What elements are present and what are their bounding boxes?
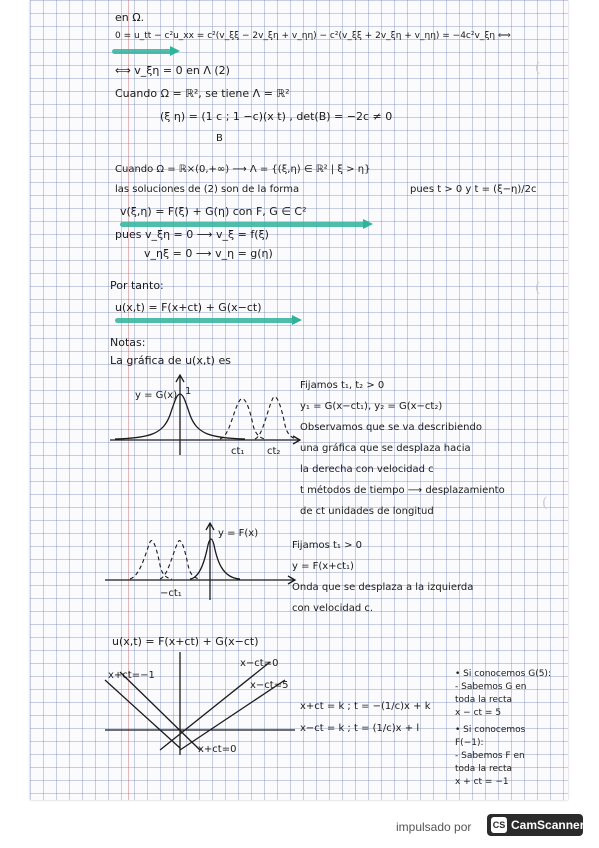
note-know-f: • Si conocemos [455,725,526,735]
line-since-vxi: pues v_ξη = 0 ⟶ v_ξ = f(ξ) [115,228,269,241]
equation-vxieta-zero: ⟺ v_ξη = 0 en Λ (2) [115,64,230,77]
graph1-ylabel: y = G(x) [135,390,178,401]
curve-g-shift-2 [255,397,297,439]
equation-general-solution-v: v(ξ,η) = F(ξ) + G(η) con F, G ∈ C² [120,205,307,218]
line-en-omega: en Ω. [115,11,145,24]
line-case-r2: Cuando Ω = ℝ², se tiene Λ = ℝ² [115,87,290,100]
note-know-g-4: x − ct = 5 [455,708,502,718]
matrix-label-b: B [216,133,223,144]
line-case-half-plane: Cuando Ω = ℝ×(0,+∞) ⟶ Λ = {(ξ,η) ∈ ℝ² | ξ > η} [115,164,371,175]
label-x-minus-ct-0: x−ct=0 [240,658,279,669]
graph-traveling-wave-right [105,370,305,460]
note-know-f-3: - Sabemos F en [455,751,525,761]
margin-mark: ( [535,280,541,296]
camscanner-brand: CamScanner [511,818,585,832]
line-level-set-plus: x+ct = k ; t = −(1/c)x + k [300,701,431,712]
line-graph-moves: una gráfica que se desplaza hacia [300,443,471,454]
curve-g-shift-1 [220,399,265,439]
line-right-velocity: la derecha con velocidad c [300,464,434,475]
line-level-set-minus: x−ct = k ; t = (1/c)x + l [300,723,420,734]
curve-f [190,539,240,579]
line-with-velocity: con velocidad c. [292,603,374,614]
highlight-arrow-head [170,46,180,56]
line-y1-y2: y₁ = G(x−ct₁), y₂ = G(x−ct₂) [300,401,443,412]
footer-powered-by: impulsado por [396,820,472,834]
highlight-arrow [115,318,295,323]
graph1-mark: 1 [185,386,192,397]
scanned-notebook-page [30,0,568,800]
line-veta: v_ηξ = 0 ⟶ v_η = g(η) [144,247,273,260]
note-know-f-4: toda la recta [455,764,513,774]
line-since-t-positive: pues t > 0 y t = (ξ−η)/2c [410,184,537,195]
note-know-g-3: toda la recta [455,695,513,705]
graph-traveling-wave-left [100,520,300,605]
note-know-g-2: - Sabemos G en [455,682,527,692]
graph2-ylabel: y = F(x) [218,528,259,539]
line-x-plus-ct-minus1 [105,680,180,748]
line-x-plus-ct-0 [120,672,200,750]
line-graph-intro: La gráfica de u(x,t) es [110,354,231,367]
label-x-minus-ct-5: x−ct=5 [250,680,289,691]
diagram-characteristic-lines [100,650,300,760]
curve-f-shift-2 [160,541,200,579]
line-fix-t1-t2: Fijamos t₁, t₂ > 0 [300,380,385,391]
highlight-arrow-head [363,219,373,229]
label-x-plus-ct-minus1: x+ct=−1 [108,670,155,681]
line-x-minus-ct-0 [160,662,270,750]
highlight-arrow [120,222,365,227]
label-x-plus-ct-0: x+ct=0 [198,744,237,755]
note-know-g: • Si conocemos G(5): [455,669,551,679]
margin-mark: ( [542,495,548,511]
graph1-ct2-label: ct₂ [267,446,281,457]
note-know-f-2: F(−1): [455,738,484,748]
equation-dalembert: u(x,t) = F(x+ct) + G(x−ct) [115,301,262,314]
highlight-arrow [112,49,172,54]
equation-wave-transform: 0 = u_tt − c²u_xx = c²(v_ξξ − 2v_ξη + v_ηη) − c²(v_ξξ + 2v_ξη + v_ηη) = −4c²v_ξη ⟺ [115,31,511,41]
line-solutions-form: las soluciones de (2) son de la forma [115,184,300,195]
margin-mark: ( [535,60,541,76]
graph2-ct1-label: −ct₁ [160,588,182,599]
camscanner-badge [487,814,583,836]
heading-notes: Notas: [110,336,146,349]
highlight-arrow-head [292,315,302,325]
matrix-change-of-variables: (ξ η) = (1 c ; 1 −c)(x t) , det(B) = −2c ≠ 0 [160,110,393,123]
line-ct-units: de ct unidades de longitud [300,506,434,517]
note-know-f-5: x + ct = −1 [455,777,509,787]
equation-dalembert-repeat: u(x,t) = F(x+ct) + G(x−ct) [112,635,259,648]
line-fix-t1: Fijamos t₁ > 0 [292,540,362,551]
line-y-f: y = F(x+ct₁) [292,561,354,572]
graph1-ct1-label: ct₁ [231,446,245,457]
line-time-displacement: t métodos de tiempo ⟶ desplazamiento [300,485,505,496]
camscanner-logo-icon: CS [491,817,507,833]
line-observe: Observamos que se va describiendo [300,422,482,433]
line-wave-left: Onda que se desplaza a la izquierda [292,582,474,593]
line-therefore: Por tanto: [110,279,164,292]
